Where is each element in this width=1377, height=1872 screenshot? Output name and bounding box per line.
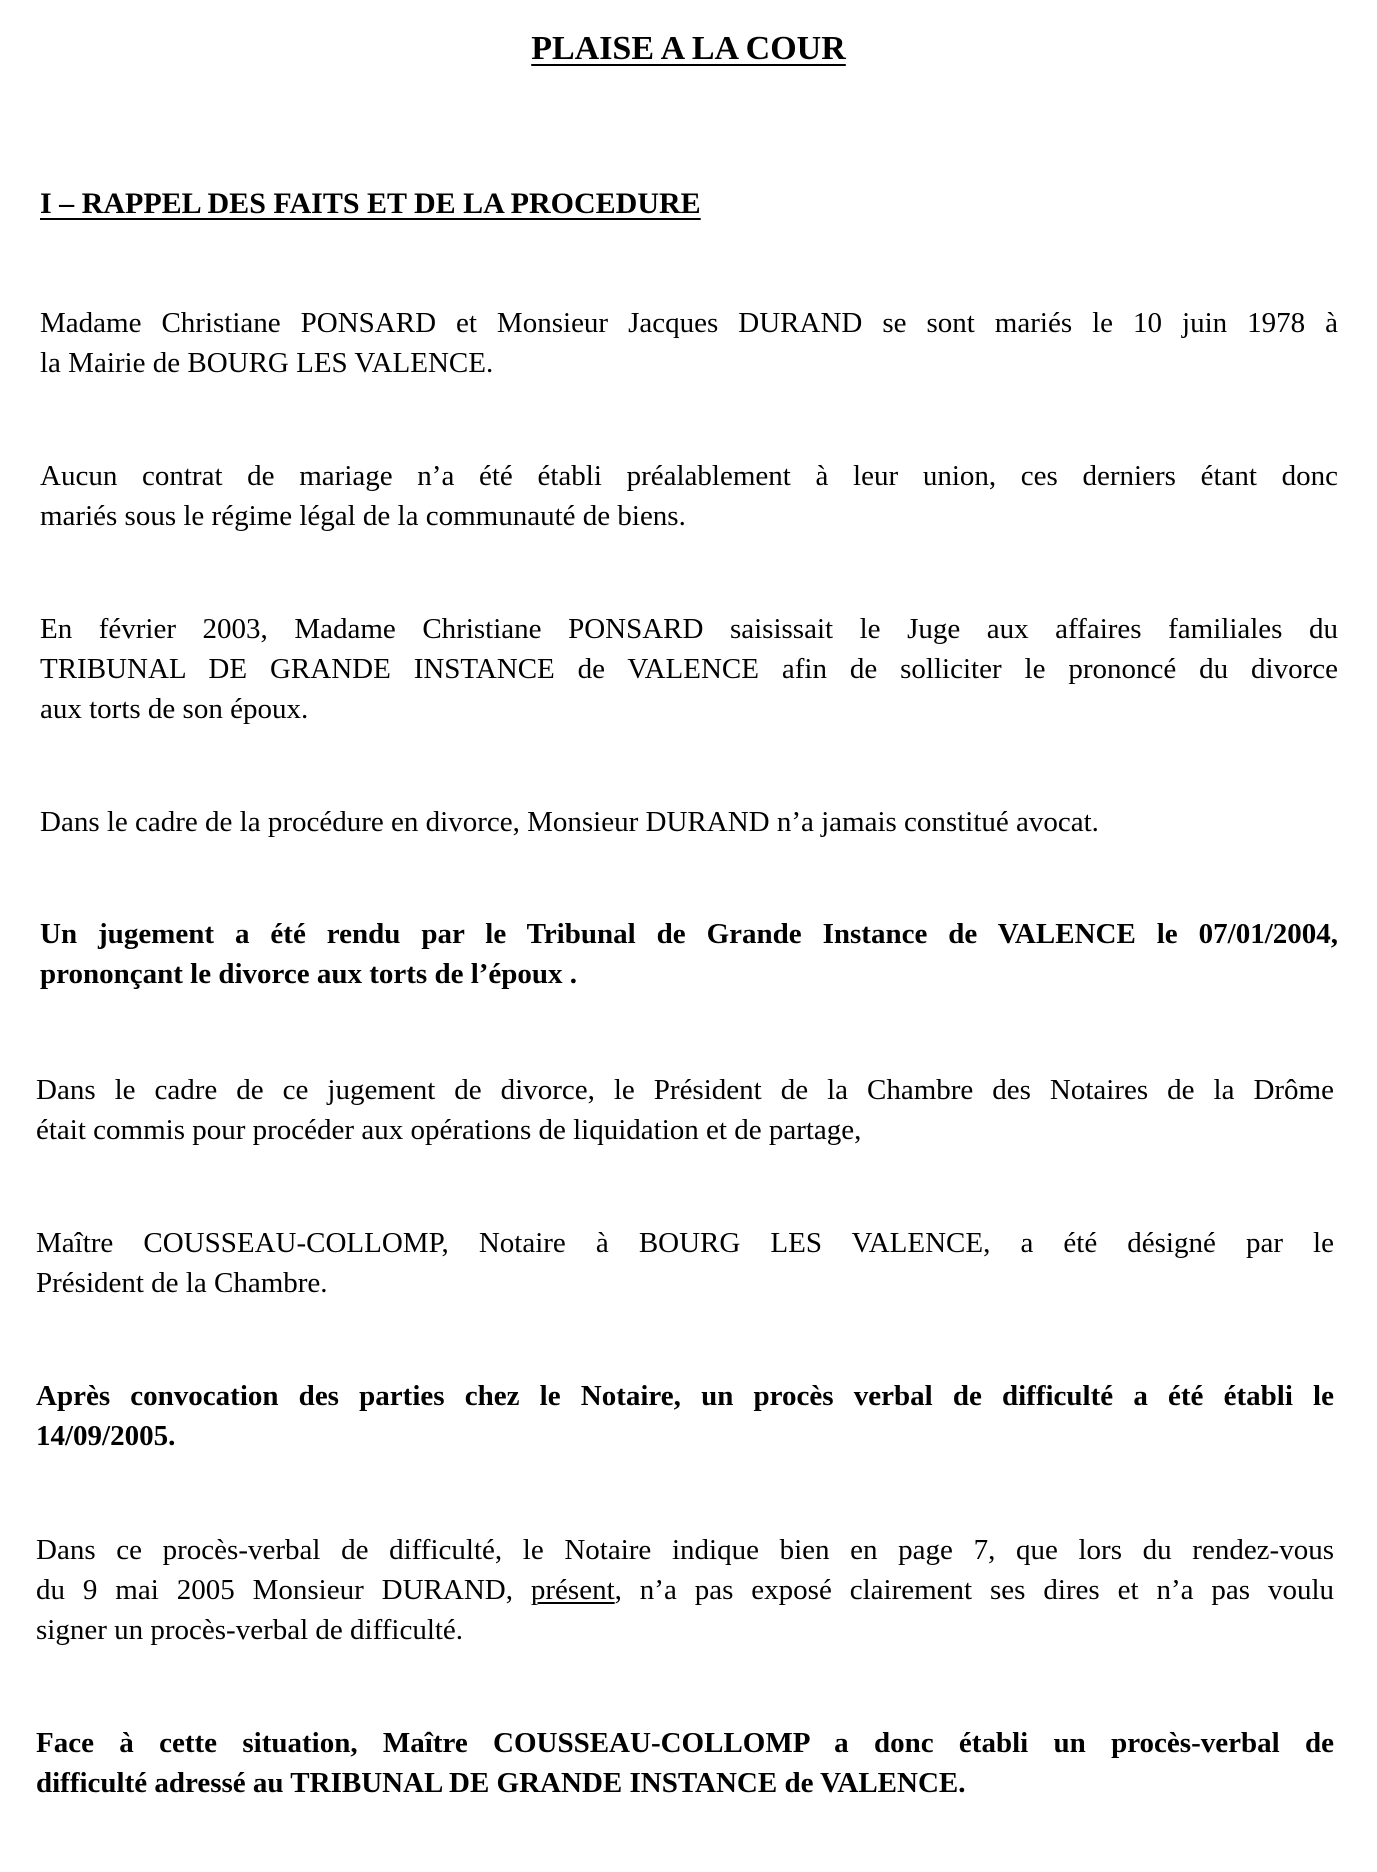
- paragraph-line: Un jugement a été rendu par le Tribunal de Grande Instance de VALENCE le 07/01/2004,: [40, 918, 1338, 950]
- paragraph-line: 14/09/2005.: [36, 1420, 176, 1452]
- paragraph-line: Maître COUSSEAU-COLLOMP, Notaire à BOURG LES VALENCE, a été désigné par le: [36, 1227, 1334, 1259]
- paragraph-line: aux torts de son époux.: [40, 693, 309, 725]
- paragraph-difficulty-report: [36, 1376, 1334, 1456]
- paragraph-judgment: [40, 914, 1338, 994]
- paragraph-line: mariés sous le régime légal de la communauté de biens.: [40, 500, 686, 532]
- paragraph-marriage: [40, 303, 1338, 383]
- paragraph-line: Dans le cadre de la procédure en divorce, Monsieur DURAND n’a jamais constitué avocat.: [40, 806, 1099, 838]
- paragraph-notary-page7: [36, 1530, 1334, 1650]
- paragraph-notary-chamber: [36, 1070, 1334, 1150]
- paragraph-marriage-contract: [40, 456, 1338, 536]
- paragraph-line: En février 2003, Madame Christiane PONSARD saisissait le Juge aux affaires familiales du: [40, 613, 1338, 645]
- paragraph-conclusion: [36, 1723, 1334, 1803]
- paragraph-line: était commis pour procéder aux opérations de liquidation et de partage,: [36, 1114, 862, 1146]
- paragraph-line: difficulté adressé au TRIBUNAL DE GRANDE INSTANCE de VALENCE.: [36, 1767, 966, 1799]
- paragraph-line: Face à cette situation, Maître COUSSEAU-COLLOMP a donc établi un procès-verbal de: [36, 1727, 1334, 1759]
- paragraph-line: Aucun contrat de mariage n’a été établi préalablement à leur union, ces derniers étant donc: [40, 460, 1338, 492]
- section-heading: I – RAPPEL DES FAITS ET DE LA PROCEDURE: [40, 187, 701, 220]
- paragraph-line: Dans ce procès-verbal de difficulté, le Notaire indique bien en page 7, que lors du rendez-vous: [36, 1534, 1334, 1566]
- underlined-word: présent: [530, 1574, 615, 1606]
- paragraph-line-with-underline: du 9 mai 2005 Monsieur DURAND, présent, n’a pas exposé clairement ses dires et n’a pas voulu: [36, 1574, 1335, 1606]
- paragraph-divorce-request: [40, 609, 1338, 729]
- paragraph-line: prononçant le divorce aux torts de l’époux .: [40, 958, 578, 990]
- paragraph-line: TRIBUNAL DE GRANDE INSTANCE de VALENCE afin de solliciter le prononcé du divorce: [40, 653, 1338, 685]
- paragraph-no-lawyer: [40, 802, 1338, 842]
- paragraph-line: Président de la Chambre.: [36, 1267, 328, 1299]
- paragraph-line: signer un procès-verbal de difficulté.: [36, 1614, 464, 1646]
- paragraph-notary-designated: [36, 1223, 1334, 1303]
- paragraph-line: Dans le cadre de ce jugement de divorce, le Président de la Chambre des Notaires de la Drôme: [36, 1074, 1334, 1106]
- paragraph-line: Après convocation des parties chez le Notaire, un procès verbal de difficulté a été établi le: [36, 1380, 1334, 1412]
- document-title: PLAISE A LA COUR: [531, 30, 846, 67]
- paragraph-line: Madame Christiane PONSARD et Monsieur Jacques DURAND se sont mariés le 10 juin 1978 à: [40, 307, 1338, 339]
- paragraph-line: la Mairie de BOURG LES VALENCE.: [40, 347, 494, 379]
